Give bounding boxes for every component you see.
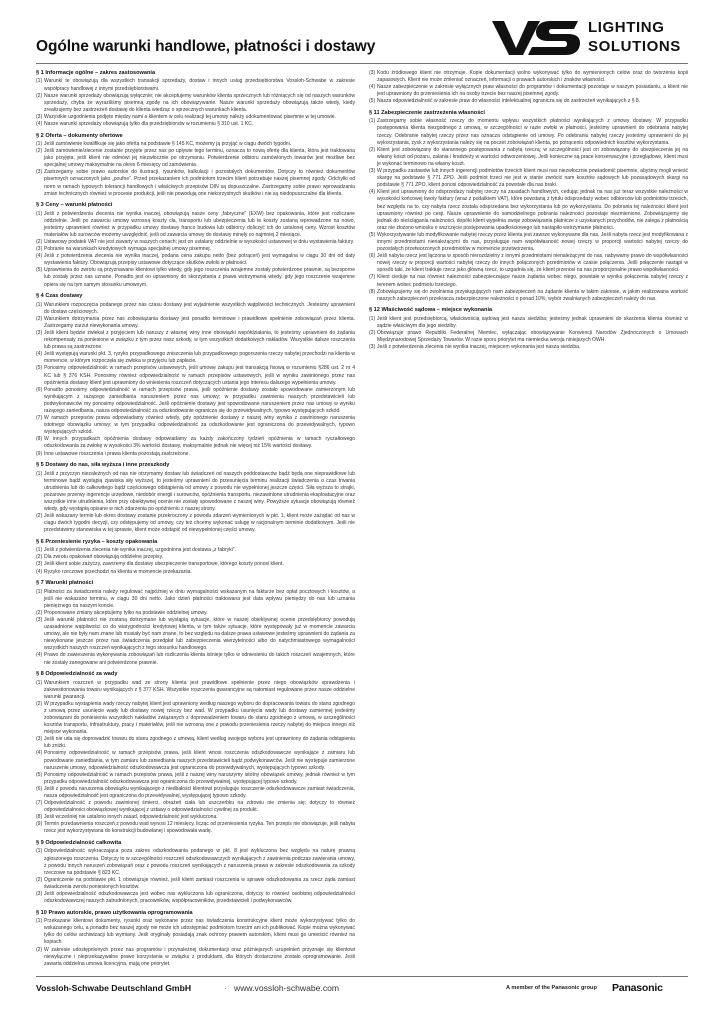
section-clause	[36, 471, 355, 514]
clause-number: (5)	[36, 771, 43, 778]
clause-number: (1)	[36, 301, 43, 308]
clause-text: Jeśli z przyczyn niezależnych od nas nie otrzymamy dostaw lub świadczeń od naszych poddostawców bądź będą one nieprawidłowe lub terminowe bądź wystąpią zjawiska siły wyższej, to jesteśmy uprawnieni do przesunięcia terminu realizacji świadczenia o czas trwania utrudnienia lub do całkowitego bądź częściowego odstąpienia od umowy z powodu nie wypełnionej jeszcze części. Siła wyższa to strajki, pożarowe przerwy ingerencje urzędowe, niedobór energii i surowców, opóźnienia transportu, niezawinione utrudnienia eksploatacyjne oraz wszystkie inne utrudnienia, które przy obiektywnej ocenie nie zostały spowodowane z naszej winy. Powyższe sytuacje obowiązują również wtedy, gdy wystąpią opisane w nich zdarzenia po opóźnieniu z naszej strony.	[44, 470, 355, 512]
section-clause	[369, 316, 688, 330]
clause-text: W innych przypadkach opóźnienia dostawy odpowiadamy za każdy zakończony tydzień opóźnienia w ramach ryczałtowego odszkodowania za zwłokę w wysokości 3% wartości dostawy, maksymalnie jednak nie więcej niż 15% wartości dostawy.	[44, 436, 355, 450]
terms-body	[36, 70, 688, 968]
section-clause	[36, 786, 355, 800]
section-clause	[36, 561, 355, 568]
section-clause	[36, 617, 355, 652]
section-clause	[36, 848, 355, 876]
clause-number: (1)	[369, 315, 376, 322]
section-heading: § 3 Ceny – warunki płatności	[36, 202, 113, 209]
clause-number: (5)	[36, 267, 43, 274]
clause-number: (8)	[369, 288, 376, 295]
clause-text: Jeśli z potwierdzenia zlecenia nie wynika inaczej, uzgodniona jest dostawa „z fabryki”.	[44, 547, 236, 554]
clause-text: Dla zwrotu opakowań obowiązują oddzielne przepisy.	[44, 554, 164, 561]
clause-text: Klient jest uprawniony do odsprzedaży nabytej rzeczy na zasadach handlowych, cedując jednak na nas już teraz wszystkie należności w wysokości końcowej kwoty faktury (wraz z podatkiem VAT), które powstaną z tytułu odsprzedaży wobec odbiorców lub podmiotów trzecich, bez względu na to, czy nabyta rzecz została odsprzedana bez wykorzystania lub po wykorzystaniu. Do pobrania tej należności klient jest uprawniony również po cesji. Nasze uprawnienie do samodzielnego pobrania należności pozostaje niezmienione. Zobowiązujemy się jednak do nieściągania należności, dopóki klient wypełnia swoje zobowiązania płatnicze z uzyskanych przychodów, nie zalega z płatnością oraz nie złożono wniosku o wszczęcie postępowania upadłościowego lub nastąpiło wstrzymanie płatności.	[377, 189, 688, 231]
section-clause	[36, 351, 355, 365]
section-clause	[36, 436, 355, 450]
clause-number: (3)	[36, 113, 43, 120]
clause-number: (2)	[36, 876, 43, 883]
clause-number: (4)	[369, 84, 376, 91]
clause-text: Ryzyko rzeczowe przechodzi na klienta w momencie przekazania.	[44, 568, 192, 575]
clause-text: Klient jest zobowiązany do starannego postępowania z nabytą rzeczą; w szczególności jest on zobowiązany do ubezpieczenia jej na własny koszt od pożaru, zalania i kradzieży w wartości odtworzeniowej. Jeśli konieczne są prace konserwacyjne i przeglądowe, klient musi je wykonać terminowo na własny koszt.	[377, 146, 688, 167]
clause-number: (8)	[36, 436, 43, 443]
clause-number: (4)	[369, 189, 376, 196]
section-clause	[36, 589, 355, 610]
terms-section	[36, 840, 355, 905]
clause-text: Kodu źródłowego klient nie otrzymuje. Kopie dokumentacji wolno wykonywać tylko do wymienionych celów oraz do tworzenia kopii zapasowych. Klient nie może zmieniać oznaczeń, informacji o prawach autorskich i znaków własności.	[377, 70, 688, 84]
footer-separator: ·	[224, 983, 227, 993]
clause-text: Jeśli z powodu naruszenia obowiązku wynikającego z niedbałości klientowi przysługuje roszczenie odszkodowawcze zamiast świadczenia, nasza odpowiedzialność jest ograniczona do przewidywalnej, występującej typowo szkody.	[44, 785, 355, 799]
section-clause	[36, 365, 355, 386]
clause-text: Jeśli klient będzie zwlekał z przyjęciem lub naruszy z własnej winy inne obowiązki współdziałania, to jesteśmy uprawnieni do żądania rekompensaty za poniesione w związku z tym przez nasz szkody, w tym wszystkich dodatkowych nakładów. Wszystkie dalsze roszczenia lub prawa są zastrzeżone.	[44, 329, 355, 351]
section-clause	[36, 814, 355, 821]
clause-number: (7)	[36, 800, 43, 807]
section-clause	[36, 451, 355, 458]
section-clause	[36, 547, 355, 554]
section-clause	[36, 877, 355, 891]
section-clause	[36, 610, 355, 617]
section-heading: § 6 Przeniesienie ryzyka – koszty opakowania	[36, 538, 158, 545]
vs-lighting-solutions-logo	[490, 18, 695, 60]
terms-section	[36, 462, 355, 534]
clause-number: (3)	[36, 891, 43, 898]
clause-number: (3)	[369, 344, 376, 351]
clause-text: Obowiązuje prawo Republiki Federalnej Niemiec, wyłączając obowiązywanie Konwencji Narodów Zjednoczonych o Umowach Międzynarodowej Sprzedaży Towarów. W razie sporu priorytet ma niemiecka wersja niniejszych OWH.	[377, 329, 688, 343]
section-heading: § 8 Odpowiedzialność za wady	[36, 671, 118, 678]
clause-text: Ponosimy odpowiedzialność w ramach przepisów prawa, jeśli z naszej winy naruszymy istotny obowiązek umowy, jednak również w tym przypadku odpowiedzialność odszkodowawcza jest ograniczona do przewidywalnej, występującej typowo szkody.	[44, 771, 355, 785]
clause-text: Odpowiedzialność wykraczająca poza zakres odszkodowania podanego w pkt. 8 jest wykluczona bez względu na naturę prawną zgłoszonego roszczenia. Dotyczy to w szczególności roszczeń odszkodowawczych wynikających z zawinienia podczas zawierania umowy, z powodu innych naruszeń zobowiązań oraz z powodu roszczeń wynikających z naruszenia prawa w zakresie odszkodowania za szkody rzeczowe na podstawie § 823 KC.	[44, 848, 355, 876]
clause-number: (1)	[36, 918, 43, 925]
section-clause	[36, 891, 355, 905]
footer-member-text: A member of the Panasonic group	[506, 985, 597, 991]
section-clause	[36, 569, 355, 576]
clause-text: Zastrzegamy sobie własność rzeczy do momentu wpływu wszystkich płatności wynikających z umowy dostawy. W przypadku postępowania klienta niezgodnego z umową, w szczególności w razie zwłoki w płatności, jesteśmy uprawnieni do odebrania nabytej rzeczy. Odebranie nabytej rzeczy przez nas oznacza odstąpienie od umowy. Po odebraniu nabytej rzeczy jesteśmy uprawnieni do jej wykorzystania, zysk z wykorzystania należy się na poczet zobowiązań klienta, po potrąceniu odpowiednich kosztów wykorzystania.	[377, 118, 688, 146]
section-clause	[36, 947, 355, 968]
section-clause	[36, 93, 355, 114]
clause-number: (3)	[369, 70, 376, 76]
section-clause	[369, 147, 688, 168]
terms-section	[36, 133, 355, 198]
clause-text: Nasze warunki sprzedaży obowiązują tylko dla przedsiębiorstw w rozumieniu § 310 ust. 1 KC.	[44, 120, 254, 127]
section-clause	[36, 330, 355, 351]
clause-number: (1)	[36, 848, 43, 855]
clause-text: Jeśli z potwierdzenia zlecenia nie wynika inaczej, obowiązują nasze ceny „fabryczne” (EXW) bez opakowania, które jest rozliczane oddzielnie. Jeśli po zawarciu umowy wzrosną koszty cła, transportu lub ubezpieczenia lub te koszty zostaną wprowadzone na nowo, jesteśmy uprawnieni również w przypadku umowy dostawy franco budowa lub odbiorcy doliczyć ich do ustalonej ceny. Wzrost kosztów materiałów lub surowców możemy uwzględnić, jeśli od zawarcia umowy do dostawy minęły co najmniej 2 miesiące.	[44, 210, 355, 238]
clause-text: Przekazane klientowi dokumenty, rysunki oraz wykonane przez nas świadczenia konstrukcyjne klient może wykorzystywać tylko do wskazanego celu, a ponadto bez naszej zgody nie może ich udostępniać podmiotom trzecim ani ich publikować. Kopie można wykonywać tylko do celów archiwizacji lub wymiany. Jeśli oryginały posiadają znak ochrony prawem autorskim, klient musi go umieścić również na kopiach.	[44, 918, 355, 946]
clause-text: Jeśli nie uda się doprowadzić towaru do stanu zgodnego z umową, klient według swojego wyboru jest uprawniony do żądania odstąpienia lub zniżki.	[44, 736, 355, 750]
section-heading: § 10 Prawo autorskie, prawo użytkowania oprogramowania	[36, 909, 193, 916]
section-clause	[36, 652, 355, 666]
section-heading: § 2 Oferta – dokumenty ofertowe	[36, 132, 123, 139]
section-clause	[36, 78, 355, 92]
clause-text: Warunkiem dotrzymania przez nas zobowiązania dostawy jest ponadto terminowe i prawidłowe spełnienie zobowiązań przez klienta. Zastrzegamy zarzut niewykonania umowy.	[44, 315, 355, 329]
footer-website-link[interactable]: www.vossloh-schwabe.com	[234, 983, 340, 993]
footer-company-name: Vossloh-Schwabe Deutschland GmbH	[36, 983, 192, 993]
clause-number: (1)	[36, 470, 43, 477]
header-divider	[36, 63, 688, 64]
clause-text: W ramach przepisów prawa odpowiadamy również wtedy, gdy opóźnienie dostawy z naszej winy wynika z zawinionego naruszenia istotnego obowiązku umowy; w tym przypadku odpowiedzialność za odszkodowanie jest ograniczona do przewidywalnych, typowo występujących szkód.	[44, 415, 355, 436]
section-heading: § 4 Czas dostawy	[36, 293, 83, 300]
clause-text: Jeśli klient jest przedsiębiorcą, właściwością sądową jest nasza siedziba; jesteśmy jednak uprawnieni do skarżenia klienta również w sądzie właściwym dla jego siedziby.	[377, 315, 688, 329]
clause-text: W zakresie udostępnionych przez nas programów i przynależnej dokumentacji oraz późniejszych uzupełnień przyznaje się klientowi niewyłączne i nieprzekazywalne prawo korzystania w związku z produktami, dla których dostarczone zostało oprogramowanie. Jeśli zawarta oddzielna umowa licencyjna, mają one priorytet.	[44, 946, 355, 967]
section-clause	[36, 701, 355, 736]
section-clause	[36, 415, 355, 436]
clause-text: Termin przedawnienia roszczeń z powodu wad wynosi 12 miesięcy, licząc od przeniesienia ryzyka. Ten przepis nie obowiązuje, jeśli nabyta rzecz jest wykorzystywana do konstrukcji budowlanej i spowodowała wadę.	[44, 821, 355, 835]
clause-number: (2)	[36, 92, 43, 99]
clause-number: (2)	[36, 946, 43, 953]
clause-number: (5)	[369, 98, 376, 105]
clause-text: Wszystkie uzgodnienia podjęte między nami a klientem w celu realizacji tej umowy należy udokumentować pisemnie w tej umowie.	[44, 113, 337, 120]
clause-number: (2)	[36, 148, 43, 155]
clause-number: (8)	[36, 814, 43, 821]
section-clause	[369, 289, 688, 303]
terms-section	[369, 110, 688, 303]
section-clause	[36, 148, 355, 169]
clause-number: (1)	[36, 210, 43, 217]
clause-text: Jeśli zamówienie/zlecenie zostanie przyjęte przez nas po upływie tego terminu, oznacza to nową ofertę dla klienta, która jest traktowana jako przyjęta, jeśli klient nie odmówi jej niezwłocznie po otrzymaniu. Potwierdzenie odbioru zamówionych towarów jest możliwe bez specjalnej umowy maksymalnie na okres 6 miesięcy od zamówienia.	[44, 148, 355, 169]
clause-number: (9)	[36, 450, 43, 457]
clause-number: (4)	[36, 120, 43, 127]
clause-number: (2)	[36, 315, 43, 322]
clause-text: Ustawowy podatek VAT nie jest zawarty w naszych cenach; jest on ustalany oddzielnie w wysokości ustawowej w dniu wystawienia faktury.	[44, 239, 355, 245]
page-title: Ogólne warunki handlowe, płatności i dostawy	[36, 38, 376, 55]
clause-number: (3)	[36, 561, 43, 568]
section-clause	[369, 84, 688, 98]
clause-text: Jeśli zamówienie kwalifikuje się jako oferta na podstawie § 145 KC, możemy ją przyjąć w ciągu dwóch tygodni.	[44, 140, 292, 147]
section-clause	[36, 680, 355, 701]
clause-text: Ponosimy odpowiedzialność w ramach przepisów ustawowych, jeśli umowę zakupu jest transakcją fixową w rozumieniu §286 ust. 2 nr 4 KC lub § 376 KSH. Ponosimy również odpowiedzialność w ramach przepisów ustawowych, jeśli w wyniku zawinionego przez nas opóźnienia dostawy klient jest uprawniony do wniesienia roszczeń dotyczących ustania jego interesu dalszego wypełnienia umowy.	[44, 365, 355, 386]
clause-text: Jeśli klient sobie zażyczy, zawrzemy dla dostawy ubezpieczenie transportowe, którego koszty ponosi klient.	[44, 561, 284, 568]
clause-text: Jeśli nabyta rzecz jest łączona w sposób nierozdzielny z innymi przedmiotami nienależącymi do nas, nabywamy prawo do współwłasności nowej rzeczy w proporcji wartości nabytej rzeczy do innych połączonych przedmiotów w czasie połączenia. Jeśli połączenie nastąpi w sposób taki, że klient traktuje rzecz jako główną rzecz, to uzgadnia się, że klient przenosi na nas proporcjonalne prawo współwłasności.	[377, 253, 688, 274]
clause-number: (2)	[369, 329, 376, 336]
clause-text: Inne ustawowe roszczenia i prawa klienta pozostają zastrzeżone.	[44, 450, 190, 457]
clause-text: Jeśli występują warunki pkt. 3, ryzyko przypadkowego zniszczenia lub przypadkowego pogorszenia rzeczy nabytej przechodzi na klienta w momencie, w którym rozpoczęła się zwłoka w przyjęciu lub zapłacie.	[44, 351, 355, 365]
clause-number: (4)	[36, 351, 43, 358]
section-clause	[369, 344, 688, 351]
terms-section	[36, 70, 355, 128]
section-clause	[36, 800, 355, 814]
terms-section	[36, 293, 355, 457]
clause-number: (6)	[36, 785, 43, 792]
clause-number: (3)	[36, 616, 43, 623]
section-clause	[36, 114, 355, 121]
section-clause	[36, 513, 355, 534]
clause-text: Uprawnienia do zwrotu są przyznawane klientowi tylko wtedy, gdy jego roszczenia wzajemne zostały potwierdzone prawnie, są bezsporne lub zostały przez nas uznane. Ponadto jest on uprawniony do skorzystania z prawa wstrzymania wtedy, gdy jego roszczenie wzajemne opiera się na tym samym stosunku umownym.	[44, 267, 355, 288]
clause-number: (3)	[36, 169, 43, 176]
clause-number: (7)	[369, 274, 376, 281]
clause-text: Jeśli wskazany termin lub okres dostawy zostanie przekroczony z powodu zdarzeń wymienionych w pkt. 1, klient może zażądać od nas w ciągu dwóch tygodni decyzji, czy odstępujemy od umowy, czy też chcemy wykonać usługę w racjonalnym terminie dodatkowym. Jeśli nie przedstawimy stanowiska w tej sprawie, klient może odstąpić od niewypełnionej części umowy.	[44, 513, 355, 534]
clause-text: Wykorzystywanie lub modyfikowanie nabytej rzeczy przez klienta jest zawsze wykonywane dla nas. Jeśli nabyta rzecz jest modyfikowana z innymi przedmiotami nienależącymi do nas, przysługuje nam współwłasność nowej rzeczy w proporcji wartości nabytej rzeczy do pozostałych przetworzonych przedmiotów w momencie przetworzenia.	[377, 231, 688, 253]
clause-text: Zastrzegamy sobie prawo autorskie do ilustracji, rysunków, kalkulacji i pozostałych dokumentów. Dotyczy to również dokumentów pisemnych oznaczonych jako „poufne”. Przed przekazaniem ich podmiotom trzecim klient potrzebuje naszej pisemnej zgody. Odchyłki od norm w ramach typowych tolerancji handlowych i właściwych przepisów DIN są dopuszczalne. Zastrzegamy sobie prawo wprowadzania zmian technicznych również w procesie produkcji, jeśli nie powodują one niekorzystnych skutków i nie są niedopuszczalne dla klienta.	[44, 169, 355, 197]
section-clause	[369, 118, 688, 146]
clause-number: (4)	[36, 253, 43, 260]
clause-number: (6)	[36, 386, 43, 393]
terms-section	[36, 580, 355, 666]
section-clause	[369, 274, 688, 288]
section-clause	[36, 141, 355, 148]
clause-number: (3)	[369, 168, 376, 175]
section-clause	[36, 267, 355, 288]
section-clause	[36, 169, 355, 197]
clause-text: Zobowiązujemy się do zwolnienia przysługujących nam zabezpieczeń na żądanie klienta w takim zakresie, w jakim realizowana wartość naszych zabezpieczeń przekracza zabezpieczone należności o ponad 10%; wybór zwalnianych zabezpieczeń należy do nas.	[377, 288, 688, 302]
section-clause	[369, 168, 688, 189]
clause-number: (3)	[36, 246, 43, 253]
section-clause	[36, 246, 355, 253]
clause-number: (2)	[36, 609, 43, 616]
clause-number: (2)	[36, 239, 43, 245]
clause-number: (4)	[36, 568, 43, 575]
terms-section	[369, 307, 688, 351]
clause-text: Nasze zabezpieczenie w zakresie wyłącznych praw własności do programów i dokumentacji pozostaje w naszym posiadaniu, a klient nie jest uprawniony do przeniesienia ich na osoby trzecie bez naszej pisemnej zgody.	[377, 84, 688, 98]
section-clause	[369, 330, 688, 344]
clause-text: Ponadto ponosimy odpowiedzialność w ramach przepisów prawa, jeśli opóźnienie dostawy zostało spowodowane zamierzonym lub wynikającym z rażącego zaniedbania naruszeniem przez nas umowy; w przypadku zawinienia naszych przedstawicieli lub podwykonawców my ponosimy odpowiedzialność. Jeśli opóźnienie dostawy jest spowodowane naruszeniem przez nas umowy w wyniku rażącego zaniedbania, nasza odpowiedzialność za odszkodowanie ogranicza się do przewidywalnych, typowo występujących szkód.	[44, 386, 355, 414]
page-header	[0, 0, 724, 72]
clause-text: Jeśli wcześniej nie ustalono innych zasad, odpowiedzialność jest wykluczona.	[44, 814, 218, 821]
logo-text-solutions: SOLUTIONS	[588, 38, 681, 55]
clause-number: (2)	[36, 554, 43, 561]
logo-text-lighting: LIGHTING	[588, 19, 665, 36]
clause-number: (1)	[36, 547, 43, 554]
clause-number: (3)	[36, 736, 43, 743]
clause-number: (1)	[36, 78, 43, 85]
clause-text: Klient cieduje na nas również należności zabezpieczające nasze żądania wobec niego, powstałe w wyniku połączenia nabytej rzeczy z terenem wobec podmiotu trzeciego.	[377, 274, 688, 288]
terms-section	[36, 539, 355, 576]
page-footer	[0, 983, 724, 1013]
clause-number: (2)	[36, 700, 43, 707]
clause-number: (1)	[36, 679, 43, 686]
clause-text: Jeśli z potwierdzenia zlecenia nie wynika inaczej, miejscem wykonania jest nasza siedziba.	[377, 344, 581, 351]
clause-text: Ograniczenie na podstawie pkt. 1 obowiązuje również, jeśli klient zamiast roszczenia w sprawie odszkodowania za rzecz żąda zamiast świadczenia zwrotu poniesionych kosztów.	[44, 876, 355, 890]
clause-number: (7)	[36, 415, 43, 422]
section-heading: § 11 Zabezpieczenie zastrzeżenia własności	[369, 109, 485, 116]
section-clause	[36, 211, 355, 239]
section-heading: § 5 Dostawy do nas, siła wyższa i inne przeszkody	[36, 462, 170, 469]
section-clause	[369, 253, 688, 274]
clause-text: Prawo do zawieszenia wykonywania zobowiązań lub rozliczenia klienta istnieje tylko w odniesieniu do takich roszczeń wzajemnych, które nie zostały zanegowane ani potwierdzone prawnie.	[44, 652, 355, 666]
section-clause	[36, 239, 355, 246]
section-clause	[369, 98, 688, 105]
clause-text: Nasze warunki sprzedaży obowiązują wyłącznie; nie akceptujemy warunków klienta sprzecznych lub różniących się od naszych warunków sprzedaży, chyba że wyraziliśmy pisemną zgodę na ich obowiązywanie. Nasze warunki sprzedaży obowiązują także wtedy, kiedy zrealizujemy bez zastrzeżeń dostawę do klienta wiedząc o sprzecznych warunkach klienta.	[44, 92, 355, 113]
section-clause	[36, 253, 355, 267]
clause-number: (6)	[369, 253, 376, 260]
clause-number: (2)	[369, 146, 376, 153]
clause-number: (4)	[36, 750, 43, 757]
clause-number: (9)	[36, 821, 43, 828]
terms-section	[36, 671, 355, 835]
section-clause	[36, 821, 355, 835]
section-clause	[369, 70, 688, 84]
section-clause	[36, 736, 355, 750]
section-heading: § 12 Właściwość sądowa – miejsce wykonania	[369, 307, 493, 314]
clause-text: Nasza odpowiedzialność w zakresie praw do własności intelektualnej ogranicza się do zastrzeżeń wynikających z § 8.	[377, 98, 641, 105]
section-clause	[36, 387, 355, 415]
clause-text: Pobranie na warunkach kredytowych wymaga specjalnej umowy pisemnej.	[44, 246, 211, 253]
section-heading: § 7 Warunki płatności	[36, 580, 94, 587]
section-heading: § 1 Informacje ogólne – zakres zastosowania	[36, 70, 156, 76]
clause-number: (1)	[36, 140, 43, 147]
clause-text: Proponowane zmiany akceptujemy tylko na podstawie oddzielnej umowy.	[44, 609, 208, 616]
clause-text: Jeśli z potwierdzenia zlecenia nie wynika inaczej, podana cena zakupu netto (bez potrąceń) jest wymagalna w ciągu 30 dni od daty wystawienia faktury. Obowiązują przepisy ustawowe dotyczące skutków zwłoki w płatności.	[44, 253, 355, 267]
section-clause	[36, 302, 355, 316]
clause-number: (1)	[36, 588, 43, 595]
section-clause	[36, 121, 355, 128]
clause-number: (5)	[369, 231, 376, 238]
clause-text: Jeśli odpowiedzialność odszkodowawcza jest wobec nas wykluczona lub ograniczona, dotyczy to również osobistej odpowiedzialności odszkodowawczej naszych zatrudnionych, pracowników, współpracowników, przedstawicieli i podwykonawców.	[44, 891, 355, 905]
vs-monogram-icon	[490, 18, 582, 58]
clause-text: Płatności za świadczenia należy regulować najpóźniej w dniu wymagalności wskazanym na fakturze bez opłat pocztowych i kosztów, a jeśli nie wskazano terminu, w ciągu 30 dni netto. Jako dzień płatności traktowana jest data wpływu pieniędzy do nas lub uznania pieniężnego na naszym koncie.	[44, 588, 355, 609]
clause-number: (5)	[36, 365, 43, 372]
section-clause	[36, 772, 355, 786]
clause-text: Odpowiedzialność z powodu zawinionej śmierci, obrażeń ciała lub uszczerbku na zdrowiu nie zmienia się; dotyczy to również odpowiedzialności obowiązkowej wynikającej z ustawy o odpowiedzialności cywilnej za produkt.	[44, 800, 355, 814]
section-clause	[369, 232, 688, 253]
section-heading: § 9 Odpowiedzialność całkowita	[36, 840, 122, 847]
clause-text: Warunkiem rozpoczęcia podanego przez nas czasu dostawy jest wyjaśnienie wszystkich wątpliwości technicznych. Jesteśmy uprawnieni do dostaw częściowych.	[44, 301, 355, 315]
section-clause	[36, 554, 355, 561]
section-clause	[36, 316, 355, 330]
clause-text: W przypadku wystąpienia wady rzeczy nabytej klient jest uprawniony według naszego wyboru do dopracowania towaru do stanu zgodnego z umową przez usunięcie wady lub dostawy nowej rzeczy bez wad. W przypadku usunięcia wady lub dostawy zamiennej jesteśmy zobowiązani do poniesienia wszystkich nakładów związanych z doprowadzeniem towaru do stanu zgodnego z umową, w szczególności kosztów transportu, infrastruktury, pracy i materiałów, jeśli nie wzrosną one z powodu przeniesienia rzeczy nabytej do miejsca innego niż miejsce wykonania.	[44, 700, 355, 736]
clause-text: Ponosimy odpowiedzialność w ramach przepisów prawa, jeśli klient wnosi roszczenia odszkodowawcze wynikające z zamiaru lub powodowane zaniedbania, w tym zamiaru lub zaniedbania naszych przedstawicieli bądź podwykonawców. Jeśli nie występuje zamierzone naruszenie umowy, odpowiedzialność odszkodowawcza jest ograniczona do przewidywalnych, występujących typowo szkody.	[44, 750, 355, 771]
footer-divider	[36, 976, 688, 977]
section-clause	[36, 918, 355, 946]
clause-text: Warunkiem roszczeń w przypadku wad ze strony klienta jest prawidłowe spełnienie przez niego obowiązków sprawdzenia i zakwestionowania towaru wynikających z § 377 KSH. Wszystkie roszczenia gwarancyjne są natomiast regulowane przez nasze oddzielne warunki gwarancji.	[44, 679, 355, 700]
clause-number: (3)	[36, 329, 43, 336]
terms-section	[36, 202, 355, 288]
clause-number: (2)	[36, 513, 43, 520]
clause-text: Jeśli warunki płatności nie zostaną dotrzymane lub wystąpią sytuacje, które w naszej obiektywnej ocenie przedsiębiorcy powodują uzasadnione wątpliwości co do wiarygodności kredytowej klienta, w tym także sytuacje, które występowały już w momencie zawarcia umowy, ale nie były nam znane lub musiały być nam znane, to bez względu na dalsze prawa ustawowe jesteśmy uprawnieni do żądania za niewykonane jeszcze przez nas świadczenia przedpłat lub zabezpieczenia wierzytelności albo do natychmiastowego wymagalności wszystkich naszych roszczeń wynikających z tego stosunku handlowego.	[44, 616, 355, 652]
clause-text: Warunki te obowiązują dla wszystkich transakcji sprzedaży, dostaw i innych usług przedsiębiorstwa Vossloh-Schwabe w zakresie współpracy handlowej z innymi przedsiębiorstwami.	[44, 78, 355, 92]
clause-number: (1)	[369, 118, 376, 125]
section-clause	[369, 189, 688, 232]
panasonic-logo-text: Panasonic	[612, 982, 663, 994]
clause-number: (4)	[36, 652, 43, 659]
clause-text: W przypadku zastawów lub innych ingerencji podmiotów trzecich klient musi nas niezwłocznie powiadomić pisemnie, abyśmy mogli wnieść skargę na podstawie § 771 ZPO. Jeśli podmiot trzeci nie jest w stanie zwrócić nam kosztów sądowych lub pozasądowych skargi na podstawie § 771 ZPO, klient ponosi odpowiedzialność za powstałe dla nas braki.	[377, 168, 688, 189]
section-clause	[36, 750, 355, 771]
